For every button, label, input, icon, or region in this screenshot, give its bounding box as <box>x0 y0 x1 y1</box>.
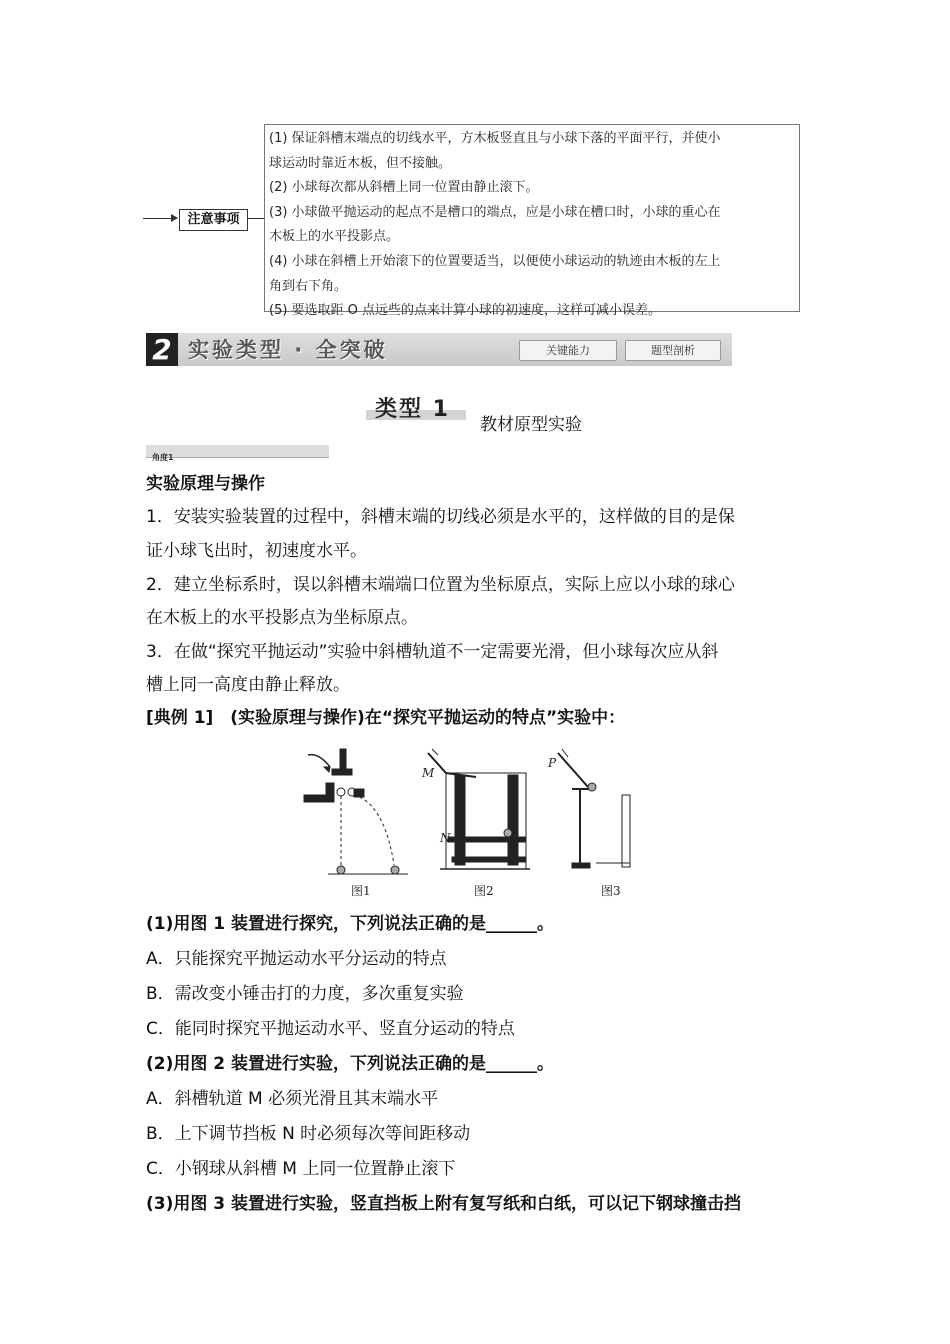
text-line: 3．在做“探究平抛运动”实验中斜槽轨道不一定需要光滑，但小球每次应从斜 <box>146 642 719 662</box>
key-ability-button[interactable]: 关键能力 <box>519 340 617 361</box>
type-label: 类型 1 <box>375 397 450 422</box>
figure-1-caption: 图1 <box>351 884 371 898</box>
question-2: (2)用图 2 装置进行实验，下列说法正确的是______。 <box>146 1054 555 1074</box>
text-line: 2．建立坐标系时，误以斜槽末端端口位置为坐标原点，实际上应以小球的球心 <box>146 575 735 595</box>
notes-line: (1) 保证斜槽末端点的切线水平，方木板竖直且与小球下落的平面平行，并使小 <box>269 131 721 146</box>
figure-3-apparatus <box>558 749 630 868</box>
subheading: 实验原理与操作 <box>146 474 265 494</box>
notes-line: (2) 小球每次都从斜槽上同一位置由静止滚下。 <box>269 180 539 196</box>
notes-connector <box>247 218 265 219</box>
notes-line: 角到右下角。 <box>269 278 348 294</box>
text-line: 证小球飞出时，初速度水平。 <box>146 541 367 561</box>
option-line: C．能同时探究平抛运动水平、竖直分运动的特点 <box>146 1019 515 1039</box>
type-subtitle: 教材原型实验 <box>480 415 582 435</box>
text-line: 在木板上的水平投影点为坐标原点。 <box>146 608 418 628</box>
option-line: A．斜槽轨道 M 必须光滑且其末端水平 <box>146 1089 439 1109</box>
figure-1-apparatus <box>304 749 408 874</box>
notes-line: (4) 小球在斜槽上开始滚下的位置要适当，以便使小球运动的轨迹由木板的左上 <box>269 253 721 269</box>
notes-line: 球运动时靠近木板，但不接触。 <box>269 155 452 171</box>
option-line: C．小钢球从斜槽 M 上同一位置静止滚下 <box>146 1159 456 1179</box>
notes-line: 木板上的水平投影点。 <box>269 229 400 245</box>
option-line: B．需改变小锤击打的力度，多次重复实验 <box>146 984 464 1004</box>
text-line: 槽上同一高度由静止释放。 <box>146 675 350 695</box>
figure-2-caption: 图2 <box>474 884 494 898</box>
angle-tag <box>146 445 329 462</box>
section-title: 实验类型 · 全突破 <box>188 338 388 362</box>
notes-line: (5) 要选取距 O 点远些的点来计算小球的初速度，这样可减小误差。 <box>269 303 662 319</box>
option-line: A．只能探究平抛运动水平分运动的特点 <box>146 949 447 969</box>
angle-tag-text: 角度1 <box>152 453 174 462</box>
label-N: N <box>440 831 451 845</box>
text-line: 1．安装实验装置的过程中，斜槽末端的切线必须是水平的，这样做的目的是保 <box>146 507 735 527</box>
section-number: 2 <box>146 333 178 366</box>
experiment-figures <box>296 745 656 900</box>
figure-2-apparatus <box>428 749 530 869</box>
question-analysis-button[interactable]: 题型剖析 <box>625 340 721 361</box>
question-3: (3)用图 3 装置进行实验，竖直挡板上附有复写纸和白纸，可以记下钢球撞击挡 <box>146 1194 742 1214</box>
option-line: B．上下调节挡板 N 时必须每次等间距移动 <box>146 1124 471 1144</box>
notes-label: 注意事项 <box>179 209 248 231</box>
notes-line: (3) 小球做平抛运动的起点不是槽口的端点，应是小球在槽口时，小球的重心在 <box>269 204 721 220</box>
label-M: M <box>422 766 435 780</box>
notes-arrow <box>143 218 177 219</box>
label-P: P <box>548 756 557 770</box>
figure-3-caption: 图3 <box>601 884 621 898</box>
question-1: (1)用图 1 装置进行探究，下列说法正确的是______。 <box>146 914 555 934</box>
example-heading: [典例 1] (实验原理与操作)在“探究平抛运动的特点”实验中： <box>146 708 626 728</box>
notes-box <box>264 124 800 319</box>
